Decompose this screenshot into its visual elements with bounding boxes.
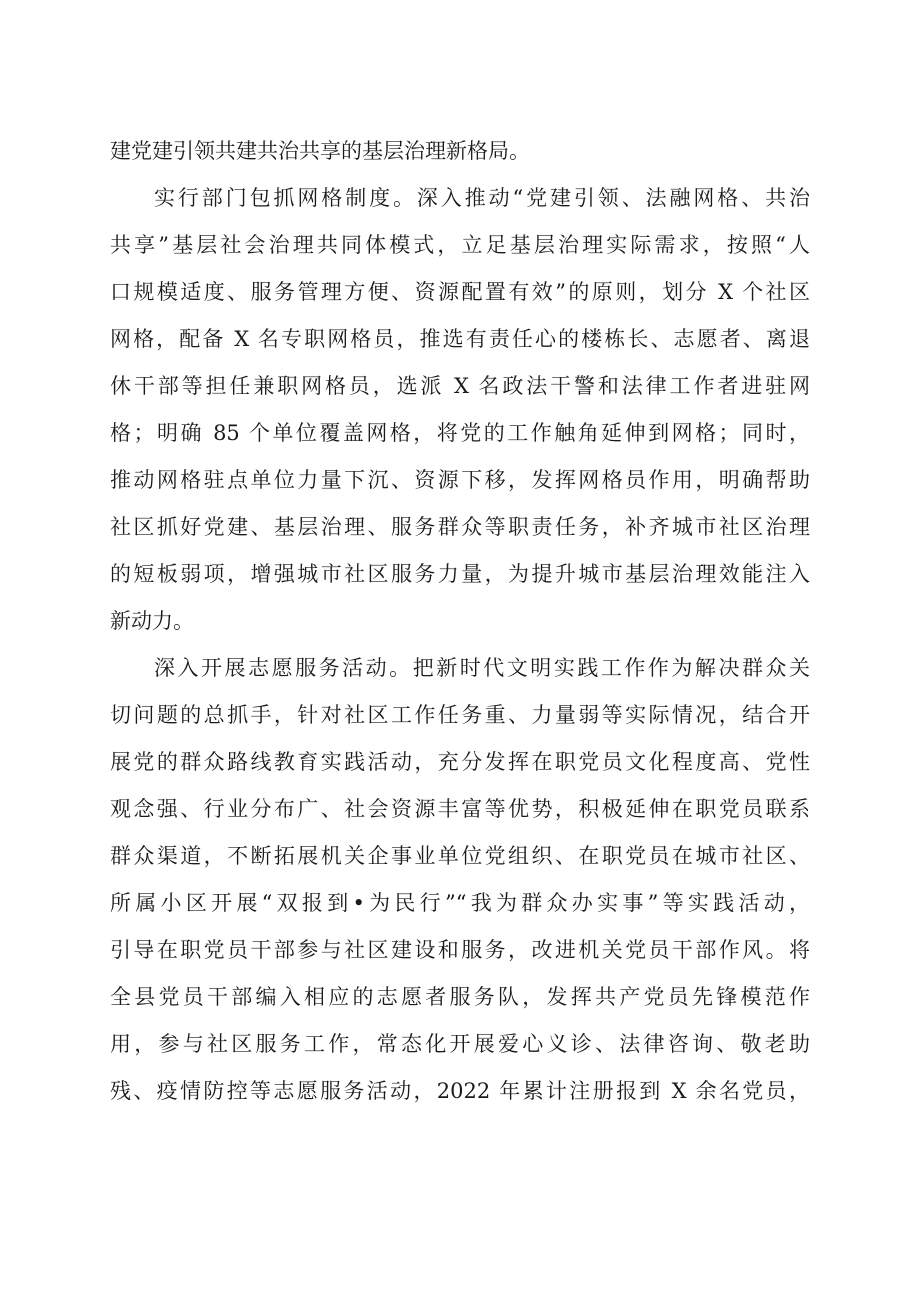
text-line: 全县党员干部编入相应的志愿者服务队，发挥共产党员先锋模范作	[110, 985, 810, 1009]
text-line: 的短板弱项，增强城市社区服务力量，为提升城市基层治理效能注入	[110, 562, 810, 586]
text-line: 推动网格驻点单位力量下沉、资源下移，发挥网格员作用，明确帮助	[110, 468, 810, 492]
text-line: 社区抓好党建、基层治理、服务群众等职责任务，补齐城市社区治理	[110, 515, 810, 539]
text-line: 引导在职党员干部参与社区建设和服务，改进机关党员干部作风。将	[110, 938, 810, 962]
text-line: 网格，配备 X 名专职网格员，推选有责任心的楼栋长、志愿者、离退	[110, 327, 810, 351]
text-line: 口规模适度、服务管理方便、资源配置有效”的原则，划分 X 个社区	[110, 280, 810, 304]
text-line: 观念强、行业分布广、社会资源丰富等优势，积极延伸在职党员联系	[110, 797, 810, 821]
text-line: 用，参与社区服务工作，常态化开展爱心义诊、法律咨询、敬老助	[110, 1032, 810, 1056]
text-line: 残、疫情防控等志愿服务活动，2022 年累计注册报到 X 余名党员，	[110, 1079, 810, 1103]
paragraph-first-line: 深入开展志愿服务活动。把新时代文明实践工作作为解决群众关	[154, 656, 810, 680]
text-line: 切问题的总抓手，针对社区工作任务重、力量弱等实际情况，结合开	[110, 703, 810, 727]
text-line: 群众渠道，不断拓展机关企事业单位党组织、在职党员在城市社区、	[110, 844, 810, 868]
text-line: 共享”基层社会治理共同体模式，立足基层治理实际需求，按照“人	[110, 233, 810, 257]
paragraph-first-line: 实行部门包抓网格制度。深入推动“党建引领、法融网格、共治	[154, 186, 810, 210]
text-line: 展党的群众路线教育实践活动，充分发挥在职党员文化程度高、党性	[110, 750, 810, 774]
text-line: 格；明确 85 个单位覆盖网格，将党的工作触角延伸到网格；同时，	[110, 421, 810, 445]
text-line: 新动力。	[110, 609, 194, 633]
text-line: 所属小区开展“双报到•为民行”“我为群众办实事”等实践活动，	[110, 891, 810, 915]
text-line: 休干部等担任兼职网格员，选派 X 名政法干警和法律工作者进驻网	[110, 374, 810, 398]
document-body	[110, 128, 810, 1115]
text-line: 建党建引领共建共治共享的基层治理新格局。	[110, 139, 530, 163]
